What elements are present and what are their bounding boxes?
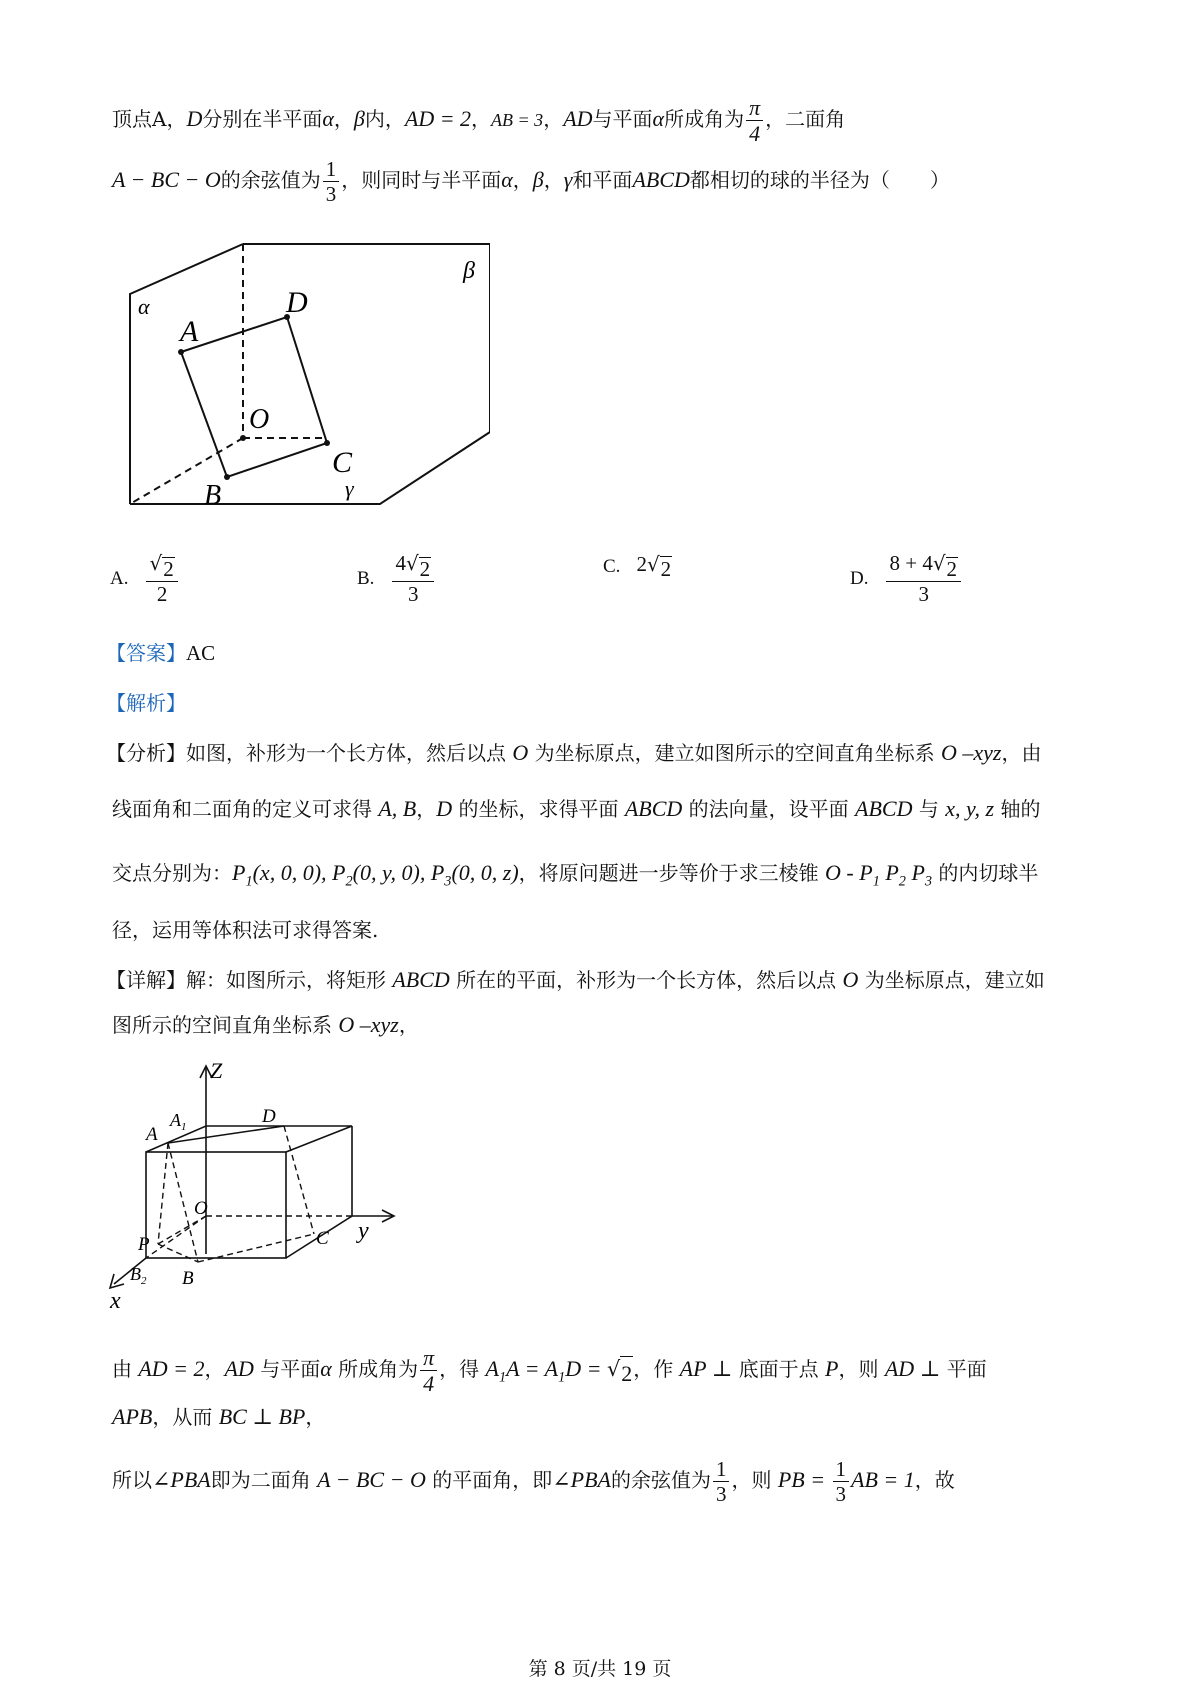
- plane-beta-edge: [243, 244, 490, 432]
- page-footer: 第 8 页/共 19 页: [528, 1658, 672, 1680]
- math-eq: AD = 2: [404, 106, 472, 132]
- option-value: [636, 552, 672, 582]
- text: 所以: [112, 1468, 152, 1493]
- math-var: AD: [563, 106, 593, 132]
- label-c: C: [332, 446, 353, 479]
- label-b: B: [204, 480, 222, 511]
- subscript: 1: [245, 873, 253, 890]
- label-gamma: γ: [345, 476, 354, 501]
- sqrt: [149, 553, 174, 580]
- text: ，则同时与半平面: [341, 168, 502, 193]
- radicand: 2: [163, 557, 174, 581]
- figure-half-planes: [110, 236, 490, 516]
- math-expr: AB = 1: [851, 1467, 915, 1493]
- math-expr: O –xyz: [940, 740, 1002, 765]
- label-a: A: [146, 1124, 158, 1145]
- frac-den: 3: [715, 1482, 727, 1507]
- text: 即为二面角: [210, 1468, 318, 1493]
- frac-den: 3: [918, 582, 930, 607]
- math-expr: [232, 860, 519, 890]
- text: 径，运用等体积法可求得答案.: [112, 918, 379, 942]
- text: 的平面角，即: [425, 1468, 553, 1493]
- text: ，得: [439, 1357, 486, 1382]
- radicand: 2: [660, 557, 672, 581]
- label-b2-main: B: [130, 1264, 141, 1284]
- math-var: D =: [565, 1356, 607, 1382]
- math-expr: A − BC − O: [112, 167, 221, 193]
- plane-gamma-edge: [130, 432, 490, 504]
- radicand: 2: [419, 557, 431, 581]
- point-o: [240, 435, 246, 441]
- text: 平面: [940, 1357, 987, 1382]
- text: 所成角为: [331, 1357, 419, 1382]
- frac-num: π: [746, 96, 763, 121]
- text: 的内切球半: [932, 861, 1039, 885]
- text: 的余弦值为: [610, 1468, 711, 1493]
- subscript: 2: [898, 873, 906, 890]
- math-expr: O –xyz: [338, 1012, 399, 1037]
- math-alpha: α: [652, 106, 665, 132]
- frac-num: [886, 552, 961, 582]
- text: 的坐标，求得平面: [452, 797, 625, 821]
- label-z: Z: [210, 1058, 223, 1083]
- label-d: D: [262, 1106, 276, 1127]
- math-var: APB: [112, 1404, 153, 1429]
- point-c: [324, 440, 330, 446]
- math-expr: A − BC − O: [317, 1467, 426, 1493]
- sqrt: [647, 552, 672, 582]
- sqrt: [933, 553, 958, 580]
- math-var: O: [842, 967, 859, 992]
- frac-num: π: [420, 1346, 437, 1371]
- math-expr: PB =: [777, 1467, 831, 1493]
- question-line-2: [112, 158, 950, 205]
- math-var: O: [512, 740, 529, 765]
- math-alpha: α: [501, 167, 513, 193]
- text: 交点分别为：: [112, 861, 232, 885]
- text: 由: [112, 1357, 139, 1382]
- sqrt-sign: √: [405, 551, 419, 575]
- frac-den: 2: [156, 582, 168, 607]
- math-var: P: [430, 860, 445, 885]
- edge-ap: [158, 1143, 168, 1244]
- answer-tag: 【答案】: [106, 641, 186, 665]
- sqrt-sign: √: [606, 1357, 621, 1382]
- math-coords: (0, 0, z): [451, 860, 519, 885]
- frac-num: 1: [833, 1458, 850, 1482]
- text: ，: [305, 1405, 326, 1429]
- text: 解：如图所示，将矩形: [186, 968, 393, 992]
- proof-line-1: [112, 1346, 987, 1395]
- math-var: P: [879, 860, 899, 885]
- text: ，: [543, 168, 564, 193]
- text: 内，: [364, 107, 405, 132]
- frac-num: 1: [713, 1458, 730, 1482]
- text: ，将原问题进一步等价于求三棱锥: [518, 861, 826, 885]
- num-prefix: 8 + 4: [889, 551, 933, 575]
- label-b2-sub: 2: [141, 1275, 147, 1287]
- hidden-edge-ox: [146, 1216, 206, 1258]
- math-gamma: γ: [563, 167, 573, 193]
- fraction: [392, 552, 434, 605]
- cuboid-front-face: [146, 1152, 286, 1258]
- option-b[interactable]: [357, 552, 436, 605]
- section-tag: 【详解】: [106, 968, 186, 992]
- text: 与: [912, 797, 946, 821]
- detail-line-1: [106, 963, 1045, 997]
- text: ，二面角: [765, 107, 846, 132]
- detail-line-2: [112, 1008, 419, 1042]
- frac-den: 3: [325, 182, 337, 207]
- frac-num: [146, 552, 177, 582]
- text: 与平面: [592, 107, 653, 132]
- text: 轴的: [994, 797, 1041, 821]
- math-eq: AB = 3: [491, 110, 544, 131]
- text: 顶点A，: [112, 107, 187, 132]
- text: 底面于点: [732, 1357, 826, 1382]
- option-label: B.: [357, 567, 375, 589]
- analysis-line-2: [112, 792, 1040, 826]
- section-tag: 【分析】: [106, 741, 186, 765]
- label-beta: β: [463, 258, 475, 284]
- subscript: 3: [444, 873, 452, 890]
- math-var: ABCD: [855, 796, 913, 821]
- coef: 2: [636, 552, 647, 576]
- text: ，: [512, 168, 533, 193]
- point-b: [224, 474, 230, 480]
- fraction: [420, 1346, 437, 1395]
- text: 的法向量，设平面: [682, 797, 856, 821]
- text: 图所示的空间直角坐标系: [112, 1013, 339, 1037]
- answer-value: AC: [186, 641, 216, 665]
- analysis-tag: 【解析】: [106, 691, 186, 715]
- math-var: D: [436, 796, 453, 821]
- math-beta: β: [353, 106, 365, 132]
- math-eq: AD = 2: [138, 1356, 205, 1382]
- text: ，: [471, 107, 492, 132]
- label-alpha: α: [138, 294, 150, 319]
- math-var: P: [905, 860, 925, 885]
- fraction: [713, 1458, 730, 1505]
- option-d[interactable]: [850, 552, 963, 605]
- sqrt-sign: √: [932, 551, 946, 575]
- text: 线面角和二面角的定义可求得: [112, 797, 379, 821]
- sqrt-sign: √: [646, 552, 660, 576]
- math-alpha: α: [320, 1356, 332, 1382]
- subscript: 1: [872, 873, 880, 890]
- math-expr: ∠PBA: [552, 1467, 611, 1493]
- rectangle-abcd: [181, 317, 327, 477]
- analysis-line-3: [112, 856, 1038, 898]
- answer-line: [106, 636, 215, 670]
- fraction: [746, 96, 763, 145]
- math-var: P: [332, 860, 346, 885]
- label-c: C: [316, 1228, 329, 1249]
- sqrt: [406, 553, 431, 580]
- math-var: D: [186, 106, 203, 132]
- label-a1: [169, 1110, 187, 1133]
- proof-line-2: [112, 1400, 325, 1434]
- math-expr: [825, 860, 933, 890]
- analysis-line-1: [106, 736, 1041, 770]
- text: 分别在半平面: [202, 107, 323, 132]
- label-a1-sub: 1: [181, 1121, 187, 1133]
- label-d: D: [286, 286, 308, 319]
- math-expr: ∠PBA: [152, 1467, 211, 1493]
- label-p: P: [138, 1234, 150, 1255]
- option-c[interactable]: [603, 552, 672, 582]
- math-coords: (x, 0, 0),: [252, 860, 333, 885]
- math-var: A: [485, 1356, 499, 1382]
- subscript: 1: [558, 1369, 566, 1386]
- math-var: O - P: [825, 860, 873, 885]
- text: ，: [416, 797, 437, 821]
- analysis-tag-line: [106, 686, 186, 720]
- text: ，: [398, 1013, 419, 1037]
- proof-line-3: [112, 1458, 955, 1505]
- text: ，由: [1001, 741, 1042, 765]
- option-label: C.: [603, 556, 621, 577]
- text: 所在的平面，补形为一个长方体，然后以点: [449, 968, 843, 992]
- frac-den: 3: [408, 582, 419, 607]
- frac-den: 4: [749, 121, 761, 147]
- text: ，: [204, 1357, 225, 1382]
- text: ，作: [633, 1357, 680, 1382]
- option-label: D.: [850, 567, 869, 589]
- edge-dashed-x: [130, 438, 243, 504]
- math-expr: BC ⊥ BP: [218, 1404, 306, 1429]
- radicand: 2: [946, 557, 958, 581]
- math-var: P: [825, 1356, 839, 1382]
- text: ，则: [838, 1357, 885, 1382]
- math-expr: [485, 1356, 634, 1387]
- fraction: [146, 552, 177, 605]
- label-a1-main: A: [170, 1110, 181, 1130]
- math-var: ABCD: [632, 167, 690, 193]
- math-expr: AD ⊥: [884, 1356, 941, 1382]
- text: ，则: [731, 1468, 778, 1493]
- frac-den: 3: [835, 1482, 847, 1507]
- math-var: P: [232, 860, 246, 885]
- frac-num: 1: [323, 158, 340, 182]
- plane-alpha-edge: [130, 244, 243, 504]
- text: 如图，补形为一个长方体，然后以点: [186, 741, 513, 765]
- subscript: 3: [924, 873, 933, 890]
- sqrt: [607, 1352, 633, 1391]
- math-var: ABCD: [392, 967, 450, 992]
- math-coords: (0, y, 0),: [352, 860, 431, 885]
- text: 与平面: [253, 1357, 321, 1382]
- text: 为坐标原点，建立如: [858, 968, 1045, 992]
- math-var: ABCD: [624, 796, 683, 821]
- option-label: A.: [110, 567, 129, 589]
- label-b2: [130, 1264, 147, 1287]
- option-a[interactable]: [110, 552, 180, 605]
- subscript: 2: [345, 873, 353, 890]
- frac-den: 4: [423, 1371, 435, 1397]
- coef: 4: [395, 551, 406, 575]
- text: ，: [543, 107, 564, 132]
- text: ，故: [914, 1468, 955, 1493]
- fraction: [886, 552, 961, 605]
- math-alpha: α: [322, 106, 334, 132]
- subscript: 1: [498, 1369, 507, 1386]
- point-a: [178, 349, 184, 355]
- math-var: A, B: [378, 796, 417, 821]
- label-o: O: [249, 404, 270, 435]
- text: 都相切的球的半径为（ ）: [689, 168, 950, 193]
- label-y: y: [358, 1218, 369, 1244]
- text: 为坐标原点，建立如图所示的空间直角坐标系: [528, 741, 941, 765]
- math-var: A = A: [506, 1356, 559, 1382]
- label-x: x: [110, 1288, 121, 1314]
- label-b: B: [182, 1268, 194, 1289]
- sqrt-sign: √: [149, 551, 163, 575]
- text: 和平面: [572, 168, 633, 193]
- math-var: AD: [224, 1356, 254, 1382]
- radicand: 2: [620, 1356, 633, 1391]
- math-beta: β: [532, 167, 544, 193]
- label-a: A: [180, 315, 199, 348]
- edge-po: [158, 1216, 206, 1244]
- edge-pb: [158, 1244, 198, 1262]
- math-var: x, y, z: [945, 796, 995, 821]
- question-line-1: [112, 96, 845, 145]
- math-expr: AP ⊥: [679, 1356, 733, 1382]
- text: ，从而: [152, 1405, 219, 1429]
- fraction: [323, 158, 340, 205]
- analysis-line-4: [112, 913, 378, 947]
- fraction: [833, 1458, 850, 1505]
- text: ，: [333, 107, 354, 132]
- text: 的余弦值为: [220, 168, 321, 193]
- label-o: O: [194, 1198, 208, 1219]
- text: 所成角为: [664, 107, 745, 132]
- figure-cuboid: [100, 1048, 420, 1318]
- frac-num: [392, 552, 434, 582]
